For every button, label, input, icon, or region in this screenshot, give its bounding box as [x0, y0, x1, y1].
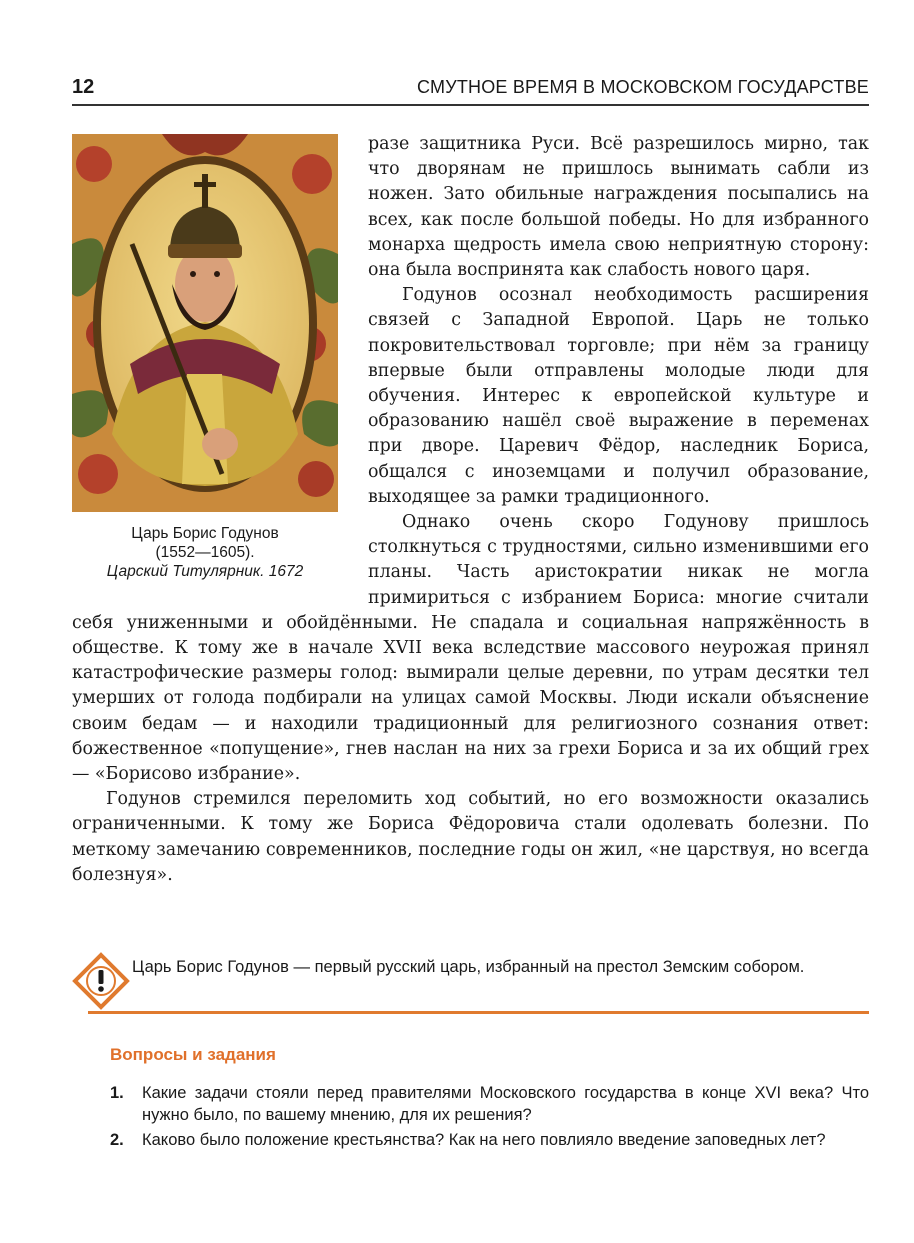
- key-fact-divider: [88, 1011, 869, 1014]
- caption-title: Царь Борис Годунов: [131, 525, 279, 542]
- key-fact-box: [72, 950, 869, 1008]
- paragraph-2: Годунов осознал необходимость расширения связей с Западной Европой. Царь не только покровительствовал торговле; при нём за границу впервые были отправлены молодые люди для обучения. Интерес к европейской культуре и образованию нашёл своё выражение в переменах при дворе. Царевич Фёдор, наследник Бориса, общался с иноземцами и получил образование, выходящее за рамки традиционного.: [368, 285, 869, 507]
- running-title: СМУТНОЕ ВРЕМЯ В МОСКОВСКОМ ГОСУДАРСТВЕ: [417, 77, 869, 97]
- page-header: [72, 76, 869, 102]
- header-divider: [72, 104, 869, 106]
- paragraph-3: Однако очень скоро Годунову пришлось столкнуться с трудностями, сильно изменившими его планы. Часть аристократии никак не могла примириться с избранием Бориса: многие считали себя униженными и обойдёнными. Не спадала и социальная напряжённость в обществе. К тому же в начале XVII века вследствие массового неурожая принял катастрофические размеры голод: вымирали целые деревни, по утрам десятки тел умерших от голода подбирали на улицах самой Москвы. Люди искали объяснение своим бедам — и находили традиционный для религиозного сознания ответ: божественное «попущение», гнев наслан на них за грехи Бориса и за их общий грех — «Борисово избрание».: [72, 512, 869, 785]
- question-text: Какие задачи стояли перед правителями Московского государства в конце XVI века? Что нужно было, по вашему мнению, для их решения?: [142, 1084, 869, 1124]
- list-item: [110, 1129, 869, 1151]
- page-number: 12: [72, 76, 95, 98]
- caption-source: Царский Титулярник. 1672: [106, 563, 304, 580]
- paragraph-4: Годунов стремился переломить ход событий, но его возможности оказались ограниченными. К тому же Бориса Фёдоровича стали одолевать болезни. По меткому замечанию современников, последние годы он жил, «не царствуя, но всегда болезнуя».: [72, 789, 869, 885]
- figure-spacer: [72, 132, 368, 592]
- warning-icon: [72, 952, 130, 1010]
- paragraph-1: разе защитника Руси. Всё разрешилось мирно, так что дворянам не пришлось вынимать сабли из ножен. Зато обильные награждения посыпались на всех, как после большой победы. Но для избранного монарха щедрость имела свою неприятную сторону: она была воспринята как слабость нового царя.: [368, 134, 869, 281]
- question-text: Каково было положение крестьянства? Как на него повлияло введение заповедных лет?: [142, 1131, 826, 1149]
- caption-dates: (1552—1605).: [155, 544, 255, 561]
- questions-list: [110, 1082, 869, 1154]
- main-text: [72, 132, 869, 888]
- list-item: [110, 1082, 869, 1126]
- question-number: 1.: [110, 1084, 124, 1102]
- key-fact-text: Царь Борис Годунов — первый русский царь, избранный на престол Земским собором.: [132, 958, 805, 976]
- question-number: 2.: [110, 1131, 124, 1149]
- questions-heading: Вопросы и задания: [110, 1045, 276, 1064]
